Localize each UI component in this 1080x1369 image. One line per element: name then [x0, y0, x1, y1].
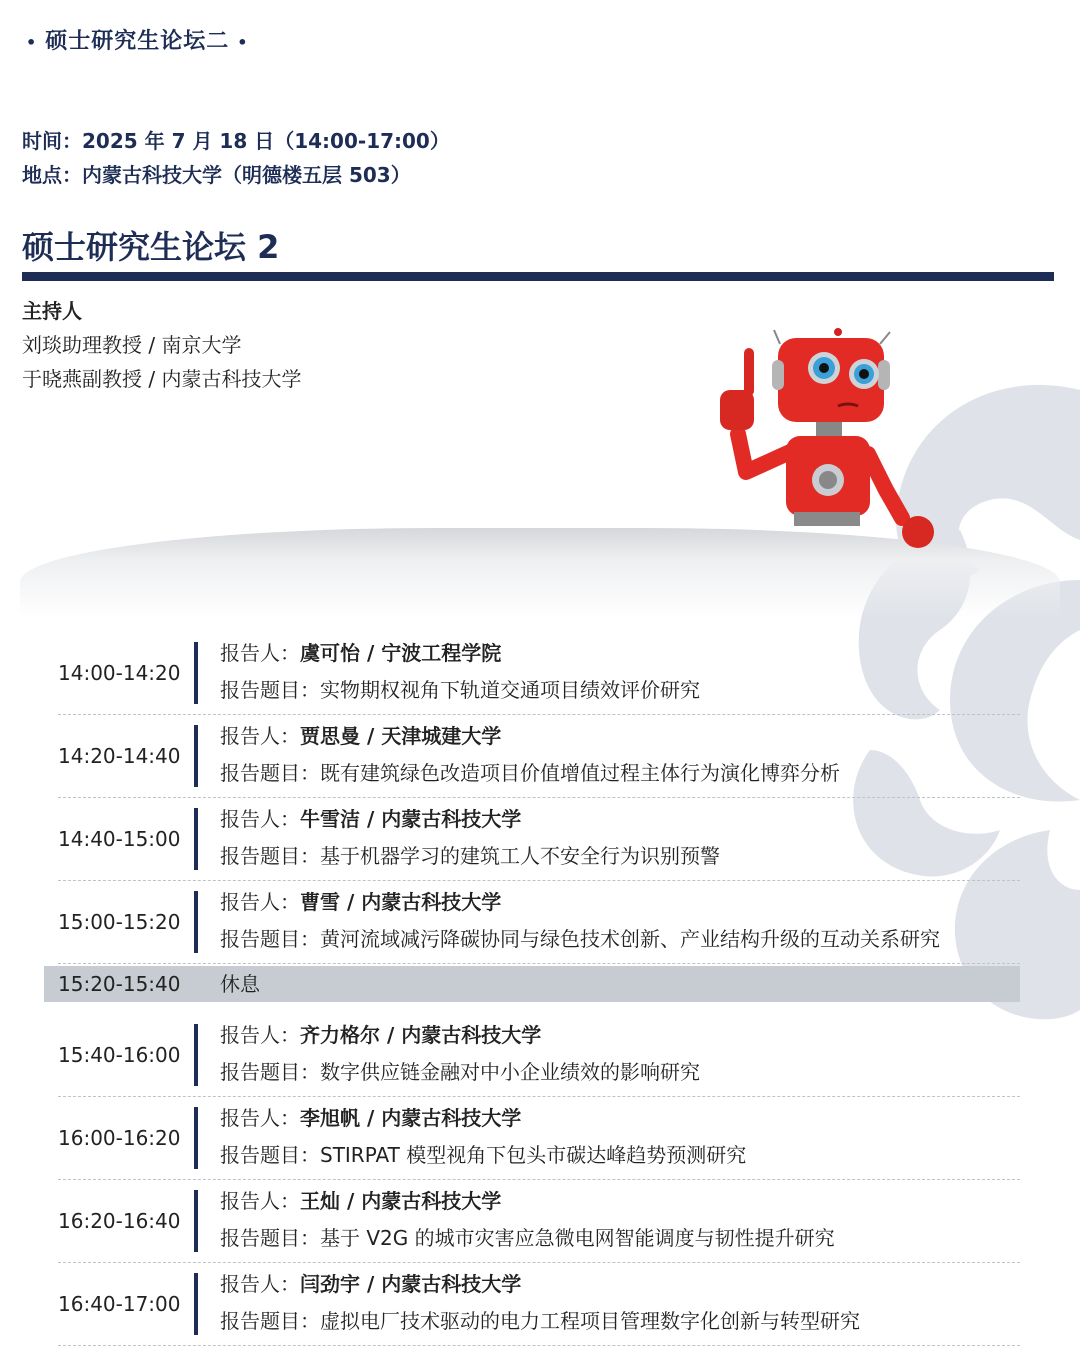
reporter-line [220, 1271, 521, 1297]
row-accent-bar [194, 1273, 198, 1335]
topic-line [220, 1225, 835, 1251]
schedule-row [58, 1180, 1020, 1263]
reporter-prefix: 报告人： [220, 807, 300, 831]
topic-line [220, 677, 700, 703]
reporter-prefix: 报告人： [220, 890, 300, 914]
topic-text: 虚拟电厂技术驱动的电力工程项目管理数字化创新与转型研究 [320, 1309, 860, 1333]
reporter-prefix: 报告人： [220, 641, 300, 665]
schedule-table [44, 632, 1020, 1346]
topic-text: 基于 V2G 的城市灾害应急微电网智能调度与韧性提升研究 [320, 1226, 835, 1250]
reporter-name: 李旭帆 / 内蒙古科技大学 [300, 1106, 522, 1130]
row-accent-bar [194, 642, 198, 704]
break-row [44, 966, 1020, 1002]
section-label-text: 硕士研究生论坛二 [45, 29, 230, 54]
host-section [22, 294, 301, 396]
schedule-row [58, 632, 1020, 715]
topic-text: 黄河流域减污降碳协同与绿色技术创新、产业结构升级的互动关系研究 [320, 927, 940, 951]
reporter-line [220, 806, 521, 832]
topic-line [220, 1142, 746, 1168]
host-label: 主持人 [22, 299, 82, 323]
topic-prefix: 报告题目： [220, 678, 320, 702]
reporter-line [220, 1188, 501, 1214]
host-person: 于晓燕副教授 / 内蒙古科技大学 [22, 367, 302, 391]
session-time: 14:20-14:40 [58, 744, 181, 768]
reporter-line [220, 723, 501, 749]
reporter-name: 贾思曼 / 天津城建大学 [300, 724, 502, 748]
section-label [18, 24, 256, 55]
schedule-row [58, 1014, 1020, 1097]
row-accent-bar [194, 891, 198, 953]
topic-line [220, 760, 840, 786]
reporter-name: 齐力格尔 / 内蒙古科技大学 [300, 1023, 542, 1047]
schedule-row [58, 715, 1020, 798]
bullet-dot-icon: • [26, 33, 38, 52]
schedule-row [58, 881, 1020, 964]
reporter-prefix: 报告人： [220, 1106, 300, 1130]
topic-prefix: 报告题目： [220, 1060, 320, 1084]
schedule-row [58, 798, 1020, 881]
topic-text: STIRPAT 模型视角下包头市碳达峰趋势预测研究 [320, 1143, 747, 1167]
topic-text: 实物期权视角下轨道交通项目绩效评价研究 [320, 678, 700, 702]
topic-line [220, 843, 720, 869]
row-accent-bar [194, 1024, 198, 1086]
topic-prefix: 报告题目： [220, 1226, 320, 1250]
topic-line [220, 1308, 860, 1334]
event-info [22, 124, 450, 192]
row-accent-bar [194, 1107, 198, 1169]
reporter-line [220, 640, 501, 666]
topic-text: 既有建筑绿色改造项目价值增值过程主体行为演化博弈分析 [320, 761, 840, 785]
reporter-prefix: 报告人： [220, 1023, 300, 1047]
reporter-name: 曹雪 / 内蒙古科技大学 [300, 890, 502, 914]
host-person: 刘琰助理教授 / 南京大学 [22, 333, 242, 357]
break-label: 休息 [220, 972, 260, 996]
reporter-line [220, 1022, 541, 1048]
topic-text: 数字供应链金融对中小企业绩效的影响研究 [320, 1060, 700, 1084]
reporter-name: 虞可怡 / 宁波工程学院 [300, 641, 502, 665]
reporter-prefix: 报告人： [220, 724, 300, 748]
topic-prefix: 报告题目： [220, 1309, 320, 1333]
reporter-line [220, 1105, 521, 1131]
reporter-prefix: 报告人： [220, 1189, 300, 1213]
reporter-line [220, 889, 501, 915]
row-accent-bar [194, 725, 198, 787]
session-time: 16:00-16:20 [58, 1126, 181, 1150]
topic-prefix: 报告题目： [220, 1143, 320, 1167]
session-time: 15:00-15:20 [58, 910, 181, 934]
session-time: 16:40-17:00 [58, 1292, 181, 1316]
row-accent-bar [194, 808, 198, 870]
title-underline [22, 272, 1054, 281]
topic-prefix: 报告题目： [220, 761, 320, 785]
event-place: 地点：内蒙古科技大学（明德楼五层 503） [22, 163, 411, 187]
reporter-name: 闫劲宇 / 内蒙古科技大学 [300, 1272, 522, 1296]
event-time: 时间：2025 年 7 月 18 日（14:00-17:00） [22, 129, 450, 153]
schedule-row [58, 1097, 1020, 1180]
bullet-dot-icon: • [237, 33, 249, 52]
row-accent-bar [194, 1190, 198, 1252]
session-time: 15:40-16:00 [58, 1043, 181, 1067]
schedule-row [58, 1263, 1020, 1346]
reporter-name: 牛雪洁 / 内蒙古科技大学 [300, 807, 522, 831]
reporter-prefix: 报告人： [220, 1272, 300, 1296]
topic-line [220, 1059, 700, 1085]
session-time: 14:40-15:00 [58, 827, 181, 851]
session-time: 16:20-16:40 [58, 1209, 181, 1233]
reporter-name: 王灿 / 内蒙古科技大学 [300, 1189, 502, 1213]
robot-illustration [698, 322, 948, 562]
topic-text: 基于机器学习的建筑工人不安全行为识别预警 [320, 844, 720, 868]
topic-line [220, 926, 940, 952]
topic-prefix: 报告题目： [220, 927, 320, 951]
topic-prefix: 报告题目： [220, 844, 320, 868]
break-time: 15:20-15:40 [58, 972, 181, 996]
page-title: 硕士研究生论坛 2 [22, 228, 280, 266]
session-time: 14:00-14:20 [58, 661, 181, 685]
